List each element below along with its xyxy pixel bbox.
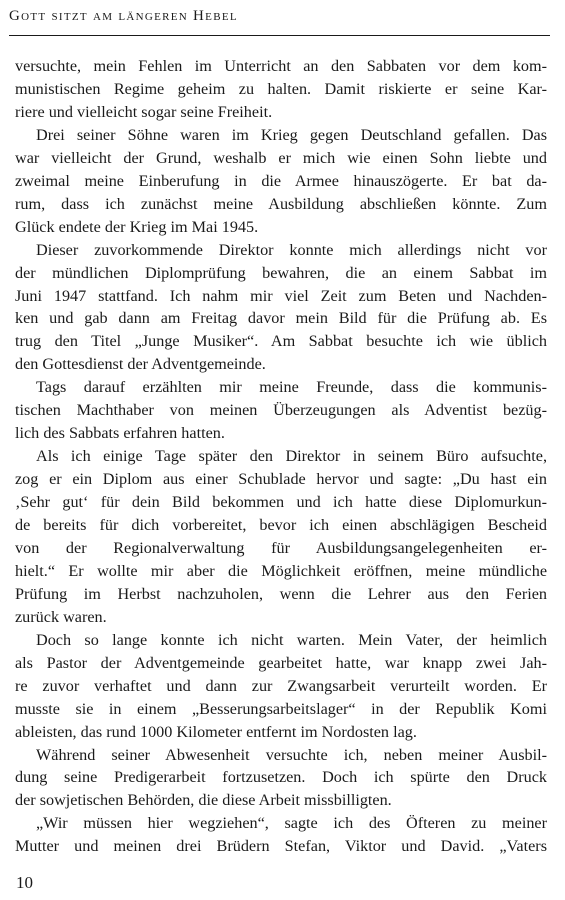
text-line: tischen Machthaber von meinen Überzeugungen als Adventist bezüg- [15, 401, 547, 420]
text-line: zurück waren. [15, 607, 107, 626]
text-line: Dieser zuvorkommende Direktor konnte mich allerdings nicht vor [36, 240, 547, 259]
text-line: ableisten, das rund 1000 Kilometer entfernt im Nordosten lag. [15, 722, 417, 741]
text-line: Glück endete der Krieg im Mai 1945. [15, 217, 259, 236]
text-line: dung seine Predigerarbeit fortzusetzen. Doch ich spürte den Druck [15, 768, 547, 787]
text-line: musste sie in einem „Besserungsarbeitslager“ in der Republik Komi [15, 699, 547, 718]
text-line: Als ich einige Tage später den Direktor in seinem Büro aufsuchte, [36, 447, 547, 466]
text-line: re zuvor verhaftet und dann zur Zwangsarbeit verurteilt worden. Er [15, 676, 547, 695]
page-number: 10 [16, 873, 33, 892]
text-line: versuchte, mein Fehlen im Unterricht an den Sabbaten vor dem kom- [15, 57, 547, 75]
text-line: Während seiner Abwesenheit versuchte ich, neben meiner Ausbil- [36, 745, 547, 764]
header-rule [9, 35, 550, 36]
text-line: „Wir müssen hier wegziehen“, sagte ich des Öfteren zu meiner [36, 814, 547, 833]
text-line: Mutter und meinen drei Brüdern Stefan, Viktor und David. „Vaters [15, 837, 547, 856]
text-line: Drei seiner Söhne waren im Krieg gegen Deutschland gefallen. Das [36, 125, 547, 144]
text-line: hielt.“ Er wollte mir aber die Möglichkeit eröffnen, meine mündliche [15, 561, 547, 580]
text-line: als Pastor der Adventgemeinde gearbeitet hatte, war knapp zwei Jah- [15, 653, 547, 672]
running-title: Gott sitzt am längeren Hebel [9, 8, 238, 24]
text-line: Tags darauf erzählten mir meine Freunde, dass die kommunis- [36, 378, 547, 397]
text-line: de bereits für dich vorbereitet, bevor ich einen abschlägigen Bescheid [15, 516, 547, 534]
text-line: Prüfung im Herbst nachzuholen, wenn die Lehrer aus den Ferien [15, 584, 547, 603]
text-line: Juni 1947 stattfand. Ich nahm mir viel Zeit zum Beten und Nachden- [15, 286, 547, 305]
text-line: trug den Titel „Junge Musiker“. Am Sabbat besuchte ich wie üblich [15, 332, 547, 351]
text-line: ken und gab dann am Freitag davor mein Bild für die Prüfung ab. Es [15, 309, 547, 328]
text-line: munistischen Regime geheim zu halten. Damit riskierte er seine Kar- [15, 79, 547, 98]
text-line: den Gottesdienst der Adventgemeinde. [15, 355, 266, 374]
text-line: riere und vielleicht sogar seine Freiheit. [15, 102, 273, 121]
text-line: war vielleicht der Grund, weshalb er mich wie einen Sohn liebte und [15, 148, 547, 167]
text-line: ‚Sehr gut‘ für dein Bild bekommen und ich hatte diese Diplomurkun- [15, 493, 547, 512]
text-line: zweimal meine Einberufung in die Armee hinauszögerte. Er bat da- [15, 171, 547, 190]
text-line: lich des Sabbats erfahren hatten. [15, 424, 225, 443]
text-line: zog er ein Diplom aus einer Schublade hervor und sagte: „Du hast ein [15, 470, 547, 489]
text-line: der mündlichen Diplomprüfung bewahren, die an einem Sabbat im [15, 263, 547, 282]
text-line: von der Regionalverwaltung für Ausbildungsangelegenheiten er- [15, 538, 547, 557]
text-line: Doch so lange konnte ich nicht warten. Mein Vater, der heimlich [36, 630, 547, 649]
text-line: rum, dass ich zunächst meine Ausbildung abschließen könnte. Zum [15, 194, 547, 213]
text-line: der sowjetischen Behörden, die diese Arbeit missbilligten. [15, 791, 392, 810]
